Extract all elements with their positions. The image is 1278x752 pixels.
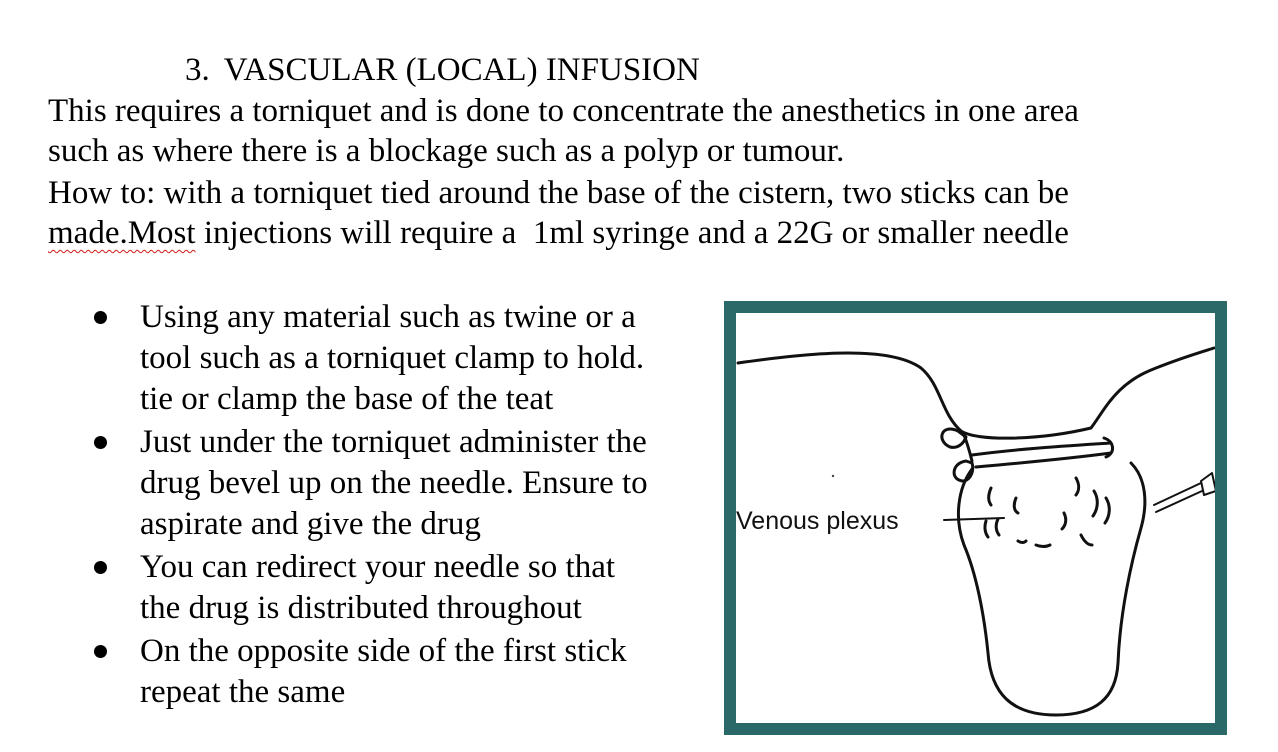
howto-line-1: How to: with a torniquet tied around the base of the cistern, two sticks can be [48,175,1069,211]
teat-infusion-figure [724,301,1227,735]
howto-line-2 [48,213,1248,253]
bullet-dot-icon [94,311,107,324]
bullet-item: On the opposite side of the first stick repeat the same [90,631,710,713]
teat-outline [958,463,1144,715]
needle-hub [1201,473,1215,495]
needle-shaft [1154,483,1202,512]
bullet-dot-icon [94,645,107,658]
bullet-item: Just under the torniquet administer the drug bevel up on the needle. Ensure to aspirate and give the drug [90,422,710,545]
label-pointer [944,518,1004,520]
howto-paragraph [48,173,1248,253]
intro-line-1: This requires a torniquet and is done to concentrate the anesthetics in one area [48,93,1079,129]
venous-plexus-marks [985,478,1109,547]
howto-line-2-rest: injections will require a 1ml syringe and a 22G or smaller needle [195,215,1069,251]
venous-plexus-label: Venous plexus [736,507,899,535]
udder-outline [738,348,1214,438]
intro-paragraph [48,91,1248,171]
bullet-dot-icon [94,436,107,449]
bullet-dot-icon [94,561,107,574]
bullet-item: You can redirect your needle so that the drug is distributed throughout [90,547,710,629]
spellcheck-flagged-word[interactable]: made.Most [48,215,196,251]
section-number: 3. [185,52,210,88]
tourniquet-band-lower [976,453,1111,467]
bullet-item: Using any material such as twine or a tool such as a torniquet clamp to hold. tie or clamp the base of the teat [90,297,710,420]
section-heading [185,50,700,90]
bullet-list [90,297,710,715]
section-title: VASCULAR (LOCAL) INFUSION [223,52,700,88]
intro-line-2: such as where there is a blockage such as a polyp or tumour. [48,133,845,169]
tourniquet-band [972,443,1111,455]
